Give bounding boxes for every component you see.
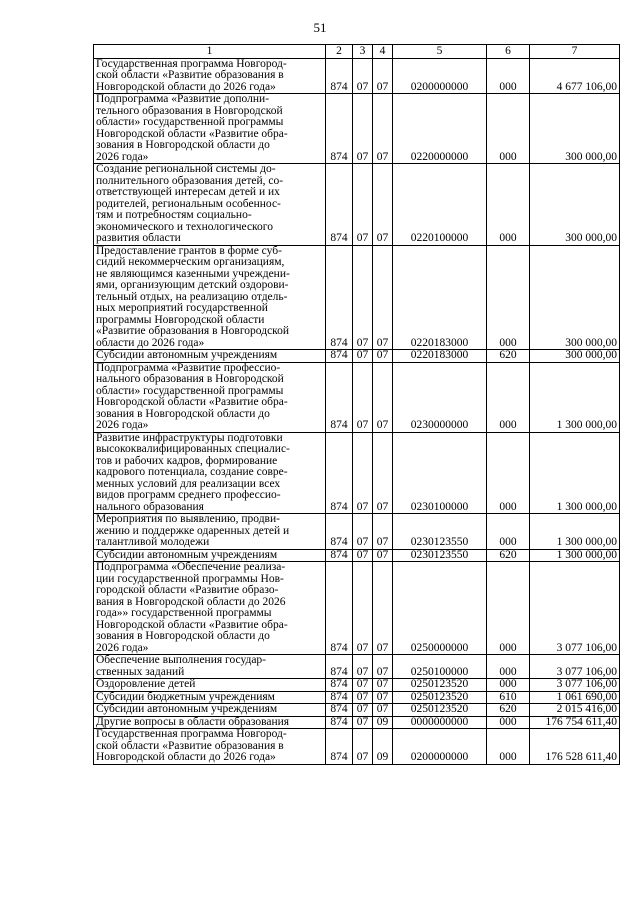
name-line: 2026 года» [96,419,149,431]
name-line: видов программ среднего профессио- [96,489,281,501]
name-line: жению и поддержке одаренных детей и [96,524,290,537]
target-article-cell: 0200000000 [393,58,487,94]
name-line: тельный отдых, на реализацию отдель- [96,290,288,303]
header-cell: 6 [487,45,530,59]
name-line: «Развитие образования в Новгородской [96,325,290,337]
name-line: Обеспечение выполнения государ- [96,654,267,666]
name-line: экономического и технологического [96,220,273,233]
name-line: полнительного образования детей, со- [96,174,284,187]
name-cell [94,716,326,729]
section-cell: 07 [353,549,373,562]
subsection-cell: 09 [373,729,393,765]
table-row [94,350,620,363]
sum-cell: 3 077 106,00 [530,562,620,655]
section-cell: 07 [353,562,373,655]
name-line: талантливой молодежи [96,536,210,548]
section-cell: 07 [353,704,373,717]
target-article-cell: 0230100000 [393,432,487,514]
name-line: Субсидии автономным учреждениям [96,349,278,361]
target-article-cell: 0000000000 [393,716,487,729]
name-line: нального образования [96,500,204,513]
target-article-cell: 0250000000 [393,562,487,655]
subsection-cell: 07 [373,350,393,363]
name-line: Новгородской области «Развитие обра- [96,618,288,631]
section-cell: 07 [353,362,373,432]
target-article-cell: 0250123520 [393,679,487,692]
sum-cell: 300 000,00 [530,350,620,363]
name-line: области» государственной программы [96,384,284,397]
page-number: 51 [313,20,327,35]
name-line: года»» государственной программы [96,607,272,619]
header-cell: 4 [373,45,393,59]
name-cell [94,94,326,164]
name-cell [94,245,326,350]
target-article-cell: 0230000000 [393,362,487,432]
target-article-cell: 0250100000 [393,655,487,679]
name-line: зования в Новгородской области до [96,139,270,151]
admin-code-cell: 874 [326,704,353,717]
name-cell [94,562,326,655]
name-cell [94,704,326,717]
subsection-cell: 07 [373,655,393,679]
name-cell [94,432,326,514]
section-cell: 07 [353,729,373,765]
name-cell [94,164,326,246]
table-row [94,655,620,679]
subsection-cell: 07 [373,245,393,350]
name-line: Другие вопросы в области образования [96,715,290,728]
table-body [94,58,620,764]
name-line: ской области «Развитие образования в [96,739,284,752]
name-line: ями, организующим детский оздорови- [96,279,289,291]
section-cell: 07 [353,514,373,550]
sum-cell: 300 000,00 [530,164,620,246]
name-line: 2026 года» [96,150,149,163]
name-line: кадрового потенциала, создание совре- [96,466,288,478]
expense-type-cell: 000 [487,514,530,550]
name-line: ственных заданий [96,665,185,678]
expense-type-cell: 000 [487,164,530,246]
section-cell: 07 [353,432,373,514]
name-line: ской области «Развитие образования в [96,69,284,81]
section-cell: 07 [353,679,373,692]
name-line: Новгородской области «Развитие обра- [96,127,288,140]
expense-type-cell: 000 [487,562,530,655]
name-line: менных условий для реализации всех [96,477,281,490]
section-cell: 07 [353,58,373,94]
name-line: зования в Новгородской области до [96,630,270,642]
target-article-cell: 0220000000 [393,94,487,164]
section-cell: 07 [353,350,373,363]
subsection-cell: 07 [373,362,393,432]
name-line: вания в Новгородской области до 2026 [96,595,286,608]
name-line: 2026 года» [96,641,149,654]
admin-code-cell: 874 [326,58,353,94]
admin-code-cell: 874 [326,350,353,363]
section-cell: 07 [353,655,373,679]
admin-code-cell: 874 [326,655,353,679]
name-line: области» государственной программы [96,116,284,128]
subsection-cell: 07 [373,704,393,717]
target-article-cell: 0220100000 [393,164,487,246]
table-row [94,549,620,562]
name-line: Оздоровление детей [96,678,196,690]
table-row [94,432,620,514]
expense-type-cell: 000 [487,679,530,692]
expense-type-cell: 000 [487,362,530,432]
name-line: Создание региональной системы до- [96,163,276,175]
name-line: зования в Новгородской области до [96,407,270,420]
sum-cell: 1 300 000,00 [530,432,620,514]
name-line: Мероприятия по выявлению, продви- [96,513,280,525]
name-line: сидий некоммерческим организациям, [96,256,285,268]
name-line: не являющимся казенными учреждени- [96,267,290,280]
table-row [94,58,620,94]
name-line: программы Новгородской области [96,313,265,326]
sum-cell: 1 300 000,00 [530,549,620,562]
admin-code-cell: 874 [326,716,353,729]
name-line: тям и потребностям социально- [96,209,252,221]
name-line: Подпрограмма «Развитие профессио- [96,361,281,374]
admin-code-cell: 874 [326,514,353,550]
sum-cell: 2 015 416,00 [530,704,620,717]
table-row [94,514,620,550]
subsection-cell: 07 [373,58,393,94]
sum-cell: 1 061 690,00 [530,691,620,704]
name-line: Новгородской области до 2026 года» [96,80,276,93]
name-cell [94,679,326,692]
name-line: Развитие инфраструктуры подготовки [96,431,283,444]
target-article-cell: 0230123550 [393,549,487,562]
name-cell [94,58,326,94]
subsection-cell: 07 [373,94,393,164]
name-line: Новгородской области «Развитие обра- [96,396,288,408]
section-cell: 07 [353,691,373,704]
name-line: высококвалифицированных специалис- [96,443,290,455]
name-line: развития области [96,232,181,244]
name-line: ответствующей интересам детей и их [96,186,280,198]
target-article-cell: 0250123520 [393,691,487,704]
subsection-cell: 07 [373,549,393,562]
name-line: ных мероприятий государственной [96,302,268,314]
name-cell [94,362,326,432]
admin-code-cell: 874 [326,164,353,246]
expense-type-cell: 000 [487,716,530,729]
admin-code-cell: 874 [326,562,353,655]
expense-type-cell: 620 [487,704,530,717]
subsection-cell: 07 [373,514,393,550]
sum-cell: 300 000,00 [530,94,620,164]
admin-code-cell: 874 [326,729,353,765]
name-cell [94,729,326,765]
name-line: Субсидии автономным учреждениям [96,548,278,561]
table-row [94,679,620,692]
table-row [94,729,620,765]
table-row [94,716,620,729]
name-line: Предоставление грантов в форме суб- [96,244,282,257]
admin-code-cell: 874 [326,94,353,164]
section-cell: 07 [353,245,373,350]
sum-cell: 3 077 106,00 [530,679,620,692]
expense-type-cell: 000 [487,432,530,514]
admin-code-cell: 874 [326,362,353,432]
name-line: Государственная программа Новгород- [96,728,287,740]
sum-cell: 176 528 611,40 [530,729,620,765]
admin-code-cell: 874 [326,679,353,692]
expense-type-cell: 000 [487,58,530,94]
subsection-cell: 07 [373,691,393,704]
expense-type-cell: 620 [487,549,530,562]
expense-type-cell: 610 [487,691,530,704]
name-line: Субсидии автономным учреждениям [96,703,278,715]
sum-cell: 1 300 000,00 [530,514,620,550]
section-cell: 07 [353,716,373,729]
sum-cell: 300 000,00 [530,245,620,350]
table-row [94,94,620,164]
name-line: ции государственной программы Нов- [96,572,284,585]
header-cell: 7 [530,45,620,59]
table-row [94,245,620,350]
admin-code-cell: 874 [326,245,353,350]
expense-type-cell: 000 [487,94,530,164]
budget-table [93,44,620,765]
name-line: тельного образования в Новгородской [96,104,283,117]
name-line: области до 2026 года» [96,336,205,349]
name-line: Государственная программа Новгород- [96,57,287,70]
header-cell: 2 [326,45,353,59]
target-article-cell: 0230123550 [393,514,487,550]
sum-cell: 176 754 611,40 [530,716,620,729]
admin-code-cell: 874 [326,549,353,562]
name-line: Подпрограмма «Развитие дополни- [96,93,270,105]
target-article-cell: 0220183000 [393,350,487,363]
name-cell [94,549,326,562]
name-cell [94,350,326,363]
name-line: нального образования в Новгородской [96,373,284,385]
sum-cell: 3 077 106,00 [530,655,620,679]
table-row [94,164,620,246]
name-line: Субсидии бюджетным учреждениям [96,690,275,703]
target-article-cell: 0250123520 [393,704,487,717]
section-cell: 07 [353,164,373,246]
name-line: тов и рабочих кадров, формирование [96,454,278,467]
admin-code-cell: 874 [326,432,353,514]
table-header-row [94,45,620,59]
table-row [94,691,620,704]
header-cell: 5 [393,45,487,59]
subsection-cell: 09 [373,716,393,729]
section-cell: 07 [353,94,373,164]
table-row [94,704,620,717]
subsection-cell: 07 [373,679,393,692]
header-cell: 3 [353,45,373,59]
table-row [94,362,620,432]
expense-type-cell: 620 [487,350,530,363]
name-cell [94,691,326,704]
table-row [94,562,620,655]
name-line: Подпрограмма «Обеспечение реализа- [96,561,286,573]
subsection-cell: 07 [373,562,393,655]
subsection-cell: 07 [373,164,393,246]
expense-type-cell: 000 [487,245,530,350]
subsection-cell: 07 [373,432,393,514]
admin-code-cell: 874 [326,691,353,704]
sum-cell: 4 677 106,00 [530,58,620,94]
name-line: городской области «Развитие образо- [96,584,279,596]
name-line: родителей, региональным особеннос- [96,197,281,210]
name-cell [94,514,326,550]
sum-cell: 1 300 000,00 [530,362,620,432]
expense-type-cell: 000 [487,655,530,679]
target-article-cell: 0200000000 [393,729,487,765]
expense-type-cell: 000 [487,729,530,765]
name-cell [94,655,326,679]
header-cell: 1 [94,45,326,59]
target-article-cell: 0220183000 [393,245,487,350]
name-line: Новгородской области до 2026 года» [96,751,276,763]
